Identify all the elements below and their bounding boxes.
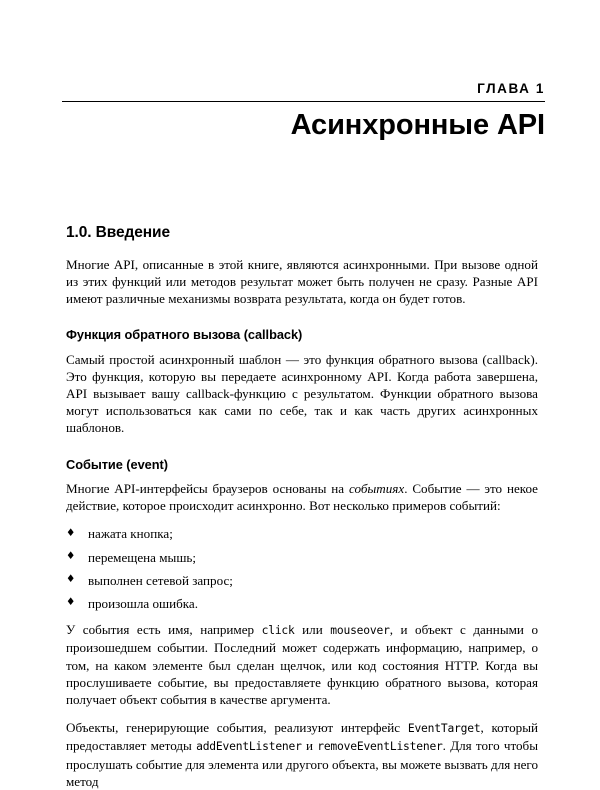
diamond-bullet-icon: ♦	[66, 550, 76, 563]
chapter-title: Асинхронные API	[290, 108, 545, 141]
event-examples-list	[66, 525, 538, 612]
section-heading-introduction: 1.0. Введение	[66, 224, 170, 241]
code-token-removeeventlistener: removeEventListener	[317, 740, 443, 754]
subheading-event: Событие (event)	[66, 456, 168, 472]
chapter-header	[62, 82, 545, 162]
diamond-bullet-icon: ♦	[66, 596, 76, 609]
event-target-part4: . Для того чтобы прослушать событие для элемента или другого объекта, вы можете вызвать для него метод	[66, 738, 538, 789]
code-token-addeventlistener: addEventListener	[196, 740, 302, 754]
page-content	[66, 224, 538, 790]
code-token-click: click	[261, 624, 295, 638]
event-target-part2: , который предоставляет методы	[66, 720, 538, 754]
subheading-callback: Функция обратного вызова (callback)	[66, 327, 303, 343]
chapter-rule-divider	[62, 101, 545, 102]
event-intro-text-part2: . Событие — это некое действие, которое происходит асинхронно. Вот несколько примеров событий:	[66, 480, 538, 514]
event-detail-paragraph	[66, 621, 538, 708]
list-item	[66, 572, 538, 589]
code-token-eventtarget: EventTarget	[407, 722, 481, 736]
callback-paragraph: Самый простой асинхронный шаблон — это функция обратного вызова (callback). Это функция, которую вы передаете асинхронному API. Когда работа завершена, API вызывает вашу callback-функцию с результатом. Функции обратного вызова могут использоваться как сами по себе, так и как часть других асинхронных шаблонов.	[66, 351, 538, 436]
list-item-label: перемещена мышь;	[88, 549, 197, 565]
list-item	[66, 595, 538, 612]
event-intro-text-part1: Многие API-интерфейсы браузеров основаны на	[66, 480, 349, 496]
code-token-mouseover: mouseover	[330, 624, 390, 638]
diamond-bullet-icon: ♦	[66, 573, 76, 586]
intro-paragraph: Многие API, описанные в этой книге, являются асинхронными. При вызове одной из этих функций или методов результат может быть получен не сразу. Разные API имеют различные механизмы возврата результата, когда он будет готов.	[66, 256, 538, 306]
list-item	[66, 549, 538, 566]
event-detail-part3: , и объект с данными о произошедшем событии. Последний может содержать информацию, например, о том, на каком элементе был сделан щелчок, или код состояния HTTP. Когда вы прослушиваете событие, вы предоставляете функцию обратного вызова, которая получает объект события в качестве аргумента.	[66, 622, 538, 707]
event-intro-paragraph	[66, 480, 538, 514]
event-target-paragraph	[66, 719, 538, 790]
chapter-number-label: ГЛАВА 1	[477, 81, 545, 96]
event-detail-part1: У события есть имя, например	[66, 622, 262, 638]
list-item-label: нажата кнопка;	[88, 526, 173, 542]
list-item-label: выполнен сетевой запрос;	[88, 572, 233, 588]
event-target-part1: Объекты, генерирующие события, реализуют интерфейс	[66, 720, 408, 736]
event-intro-emphasis: событиях	[348, 480, 405, 496]
event-detail-part2: или	[294, 622, 331, 638]
event-target-part3: и	[301, 738, 318, 754]
diamond-bullet-icon: ♦	[66, 526, 76, 539]
list-item	[66, 525, 538, 542]
list-item-label: произошла ошибка.	[88, 595, 198, 611]
